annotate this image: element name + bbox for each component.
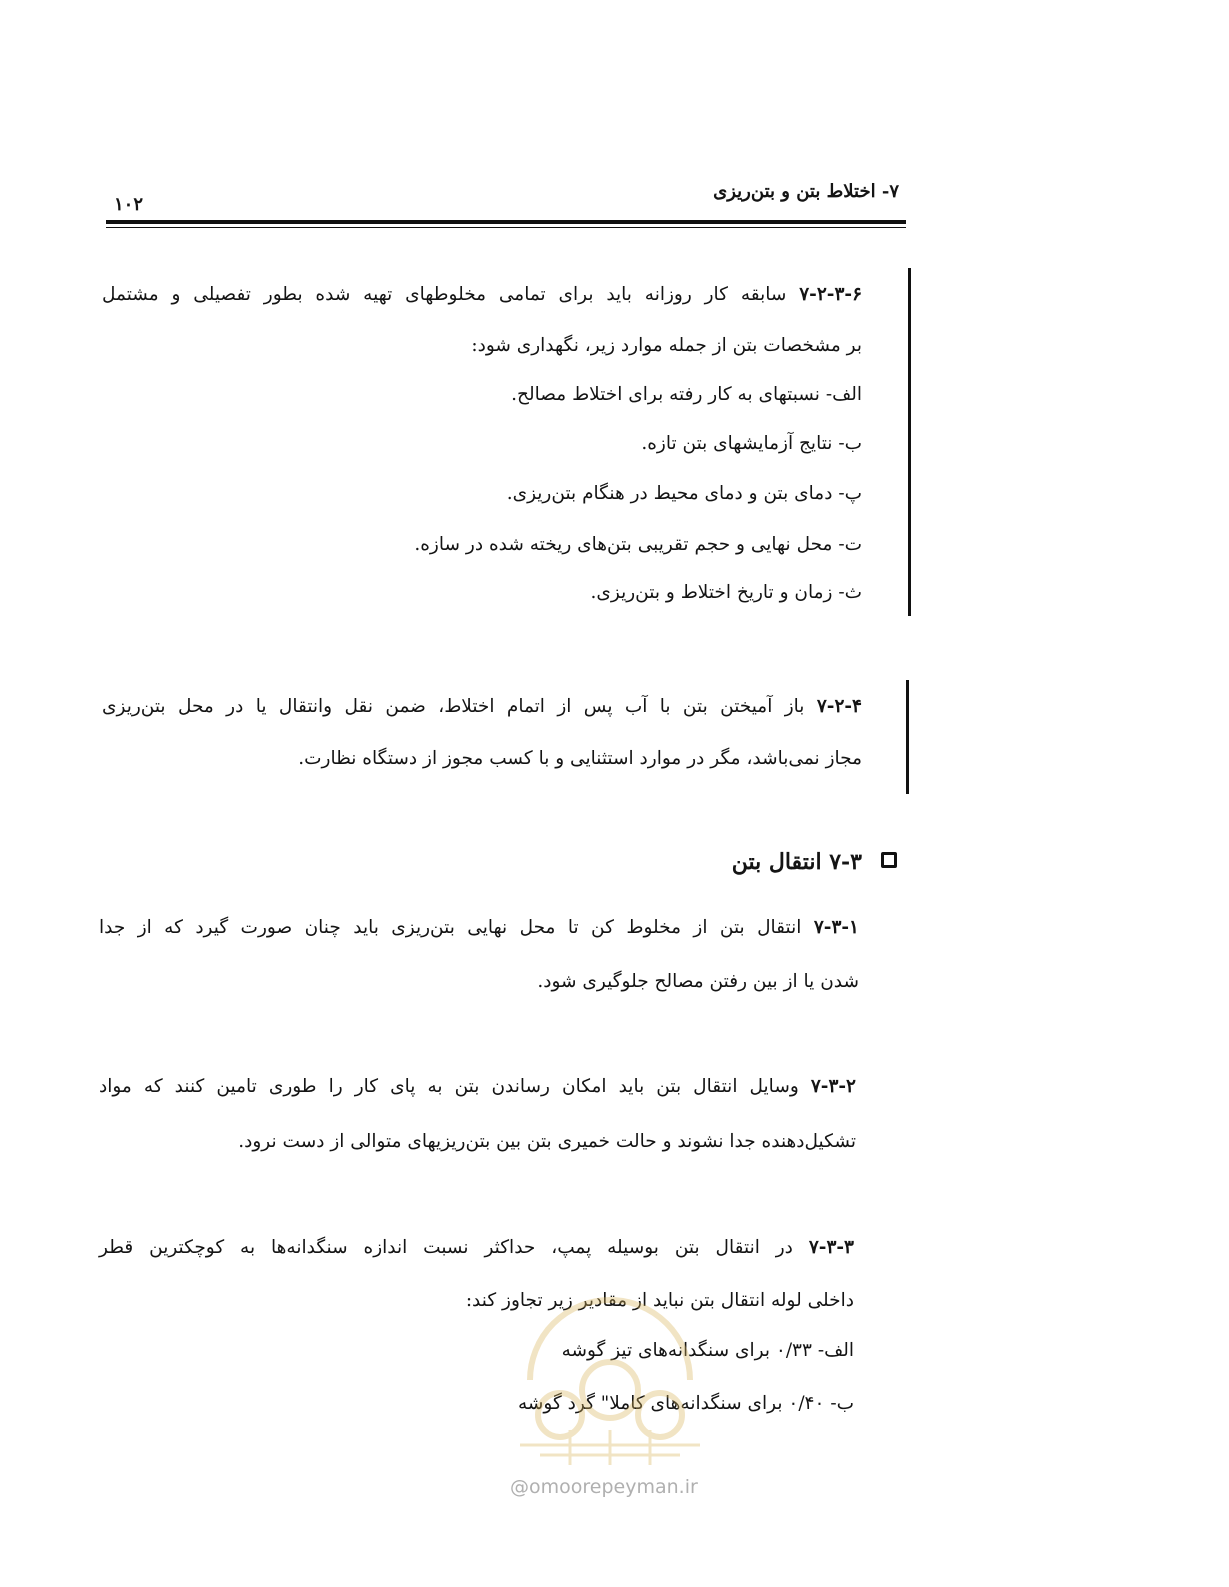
paragraph-line [102,695,862,719]
paragraph-line [99,1075,856,1099]
list-item: ب- ۰/۴۰ برای سنگدانه‌های کاملا" گرد گوشه [517,1393,854,1414]
paragraph-line: شدن یا از بین رفتن مصالح جلوگیری شود. [537,971,859,992]
paragraph-text: سابقه کار روزانه باید برای تمامی مخلوطهای تهیه شده بطور تفصیلی و مشتمل [102,284,787,305]
section-number: ۷-۳-۳ [808,1237,854,1258]
revision-bar-2 [906,680,909,794]
paragraph-line: بر مشخصات بتن از جمله موارد زیر، نگهداری شود: [471,335,862,356]
revision-bar-1 [908,268,911,616]
header-rule-thin [106,227,906,228]
list-item: ب- نتایج آزمایشهای بتن تازه. [641,433,862,454]
list-item: پ- دمای بتن و دمای محیط در هنگام بتن‌ریزی. [506,483,862,504]
paragraph-text: وسایل انتقال بتن باید امکان رساندن بتن به پای کار را طوری تامین کنند که مواد [99,1076,799,1097]
list-item: ت- محل نهایی و حجم تقریبی بتن‌های ریخته شده در سازه. [414,534,862,555]
chapter-header-title: ۷- اختلاط بتن و بتن‌ریزی [713,181,899,202]
section-heading: ۷-۳ انتقال بتن [731,849,862,875]
paragraph-text: باز آمیختن بتن با آب پس از اتمام اختلاط، ضمن نقل وانتقال یا در محل بتن‌ریزی [102,696,805,717]
list-item: ث- زمان و تاریخ اختلاط و بتن‌ریزی. [590,582,862,603]
page-number: ۱۰۲ [114,194,144,215]
paragraph-line: داخلی لوله انتقال بتن نباید از مقادیر زیر تجاوز کند: [465,1290,854,1311]
paragraph-line [99,916,859,940]
section-square-icon [881,852,897,868]
section-number: ۷-۳-۱ [813,917,859,938]
paragraph-line [102,283,862,307]
header-rule-thick [106,220,906,224]
watermark-logo-icon [500,1270,720,1470]
paragraph-text: در انتقال بتن بوسیله پمپ، حداکثر نسبت اندازه سنگدانه‌ها به کوچکترین قطر [99,1237,793,1258]
paragraph-line [99,1236,854,1260]
paragraph-text: انتقال بتن از مخلوط کن تا محل نهایی بتن‌ریزی باید چنان صورت گیرد که از جدا [99,917,802,938]
section-number: ۷-۲-۳-۶ [799,284,862,305]
watermark-site-text: @omoorepeyman.ir [510,1476,698,1498]
list-item: الف- ۰/۳۳ برای سنگدانه‌های تیز گوشه [561,1340,854,1361]
list-item: الف- نسبتهای به کار رفته برای اختلاط مصالح. [511,384,862,405]
section-number: ۷-۲-۴ [816,696,862,717]
paragraph-line: تشکیل‌دهنده جدا نشوند و حالت خمیری بتن بین بتن‌ریزیهای متوالی از دست نرود. [238,1131,856,1152]
paragraph-line: مجاز نمی‌باشد، مگر در موارد استثنایی و با کسب مجوز از دستگاه نظارت. [298,748,862,769]
section-number: ۷-۳-۲ [810,1076,856,1097]
